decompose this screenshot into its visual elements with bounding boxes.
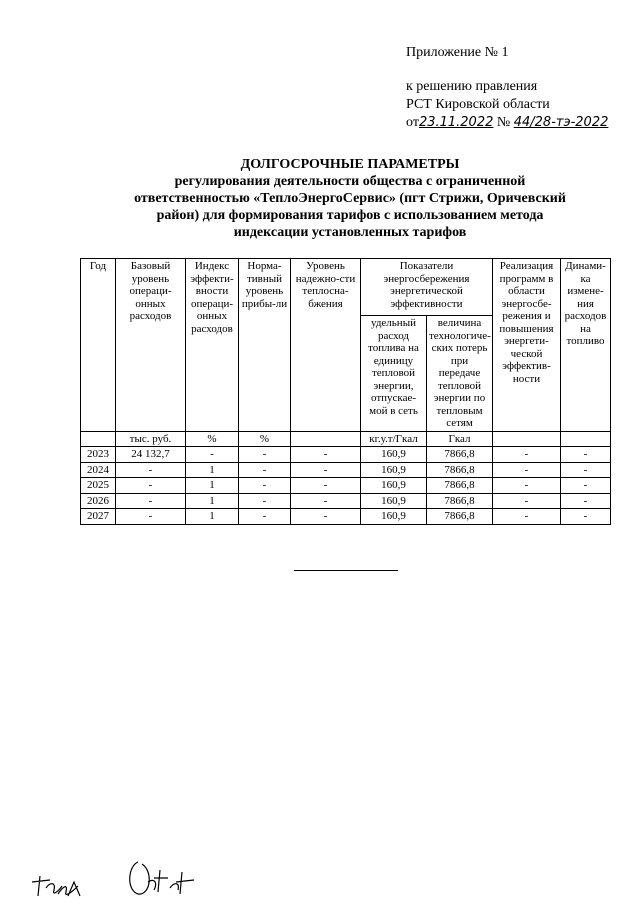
cell-fuel: 160,9 bbox=[361, 462, 427, 478]
cell-base: - bbox=[116, 509, 186, 525]
signature-1-image bbox=[28, 852, 98, 902]
header-fuel-dynamics: Динами-ка измене-ния расходов на топливо bbox=[561, 259, 611, 432]
header-efficiency-index: Индекс эффекти-вности операци-онных расходов bbox=[186, 259, 239, 432]
cell-index: 1 bbox=[186, 462, 239, 478]
cell-losses: 7866,8 bbox=[427, 447, 493, 463]
cell-reliability: - bbox=[291, 447, 361, 463]
appendix-decision-line: к решению правления bbox=[406, 79, 538, 94]
unit-year bbox=[81, 431, 116, 447]
cell-profit: - bbox=[239, 509, 291, 525]
unit-fuel: кг.у.т/Гкал bbox=[361, 431, 427, 447]
cell-losses: 7866,8 bbox=[427, 493, 493, 509]
date-prefix: от bbox=[406, 115, 419, 130]
cell-dynamics: - bbox=[561, 478, 611, 494]
unit-programs bbox=[493, 431, 561, 447]
units-row bbox=[81, 431, 611, 447]
table-row bbox=[81, 509, 611, 525]
table-row bbox=[81, 493, 611, 509]
cell-year: 2026 bbox=[81, 493, 116, 509]
cell-dynamics: - bbox=[561, 493, 611, 509]
table-row bbox=[81, 447, 611, 463]
parameters-table bbox=[80, 258, 611, 525]
header-programs: Реализация программ в области энергосбе-режения и повышения энергети-ческой эффектив-ности bbox=[493, 259, 561, 432]
cell-programs: - bbox=[493, 447, 561, 463]
signature-2-image bbox=[124, 852, 200, 902]
unit-index: % bbox=[186, 431, 239, 447]
cell-programs: - bbox=[493, 478, 561, 494]
appendix-number: Приложение № 1 bbox=[406, 45, 509, 60]
title-line-2: регулирования деятельности общества с ограниченной bbox=[174, 174, 526, 189]
cell-losses: 7866,8 bbox=[427, 478, 493, 494]
cell-profit: - bbox=[239, 462, 291, 478]
cell-base: 24 132,7 bbox=[116, 447, 186, 463]
document-title bbox=[70, 156, 630, 241]
table-row bbox=[81, 462, 611, 478]
cell-profit: - bbox=[239, 478, 291, 494]
header-profit-level: Норма-тивный уровень прибы-ли bbox=[239, 259, 291, 432]
cell-programs: - bbox=[493, 462, 561, 478]
appendix-date-line bbox=[406, 114, 608, 132]
cell-dynamics: - bbox=[561, 509, 611, 525]
header-year: Год bbox=[81, 259, 116, 432]
cell-year: 2027 bbox=[81, 509, 116, 525]
unit-base: тыс. руб. bbox=[116, 431, 186, 447]
unit-dynamics bbox=[561, 431, 611, 447]
unit-profit: % bbox=[239, 431, 291, 447]
decision-number: 44/28-тэ-2022 bbox=[513, 115, 609, 130]
header-reliability: Уровень надежно-сти теплосна-бжения bbox=[291, 259, 361, 432]
header-energy-saving-group: Показатели энергосбережения энергетической эффективности bbox=[361, 259, 493, 316]
cell-fuel: 160,9 bbox=[361, 509, 427, 525]
cell-reliability: - bbox=[291, 462, 361, 478]
cell-fuel: 160,9 bbox=[361, 493, 427, 509]
decision-date: 23.11.2022 bbox=[418, 115, 494, 130]
cell-index: - bbox=[186, 447, 239, 463]
cell-reliability: - bbox=[291, 493, 361, 509]
cell-fuel: 160,9 bbox=[361, 478, 427, 494]
cell-profit: - bbox=[239, 447, 291, 463]
cell-fuel: 160,9 bbox=[361, 447, 427, 463]
cell-index: 1 bbox=[186, 493, 239, 509]
cell-year: 2025 bbox=[81, 478, 116, 494]
cell-dynamics: - bbox=[561, 447, 611, 463]
unit-losses: Гкал bbox=[427, 431, 493, 447]
cell-dynamics: - bbox=[561, 462, 611, 478]
cell-reliability: - bbox=[291, 478, 361, 494]
separator-line bbox=[294, 570, 398, 571]
cell-programs: - bbox=[493, 493, 561, 509]
title-line-5: индексации установленных тарифов bbox=[233, 225, 467, 240]
header-base-level: Базовый уровень операци-онных расходов bbox=[116, 259, 186, 432]
cell-losses: 7866,8 bbox=[427, 509, 493, 525]
table-row bbox=[81, 478, 611, 494]
cell-year: 2023 bbox=[81, 447, 116, 463]
appendix-authority-line: РСТ Кировской области bbox=[406, 97, 550, 112]
cell-base: - bbox=[116, 478, 186, 494]
cell-base: - bbox=[116, 493, 186, 509]
header-heat-losses: величина технологиче-ских потерь при передаче тепловой энергии по тепловым сетям bbox=[427, 316, 493, 432]
cell-profit: - bbox=[239, 493, 291, 509]
unit-reliability bbox=[291, 431, 361, 447]
title-line-1: ДОЛГОСРОЧНЫЕ ПАРАМЕТРЫ bbox=[240, 157, 460, 172]
cell-reliability: - bbox=[291, 509, 361, 525]
header-fuel-consumption: удельный расход топлива на единицу тепловой энергии, отпускае-мой в сеть bbox=[361, 316, 427, 432]
cell-index: 1 bbox=[186, 478, 239, 494]
number-prefix: № bbox=[496, 115, 511, 130]
cell-index: 1 bbox=[186, 509, 239, 525]
title-line-4: район) для формирования тарифов с использованием метода bbox=[156, 208, 544, 223]
cell-losses: 7866,8 bbox=[427, 462, 493, 478]
cell-year: 2024 bbox=[81, 462, 116, 478]
cell-base: - bbox=[116, 462, 186, 478]
title-line-3: ответственностью «ТеплоЭнергоСервис» (пгт Стрижи, Оричевский bbox=[134, 191, 566, 206]
appendix-block bbox=[406, 44, 608, 132]
cell-programs: - bbox=[493, 509, 561, 525]
